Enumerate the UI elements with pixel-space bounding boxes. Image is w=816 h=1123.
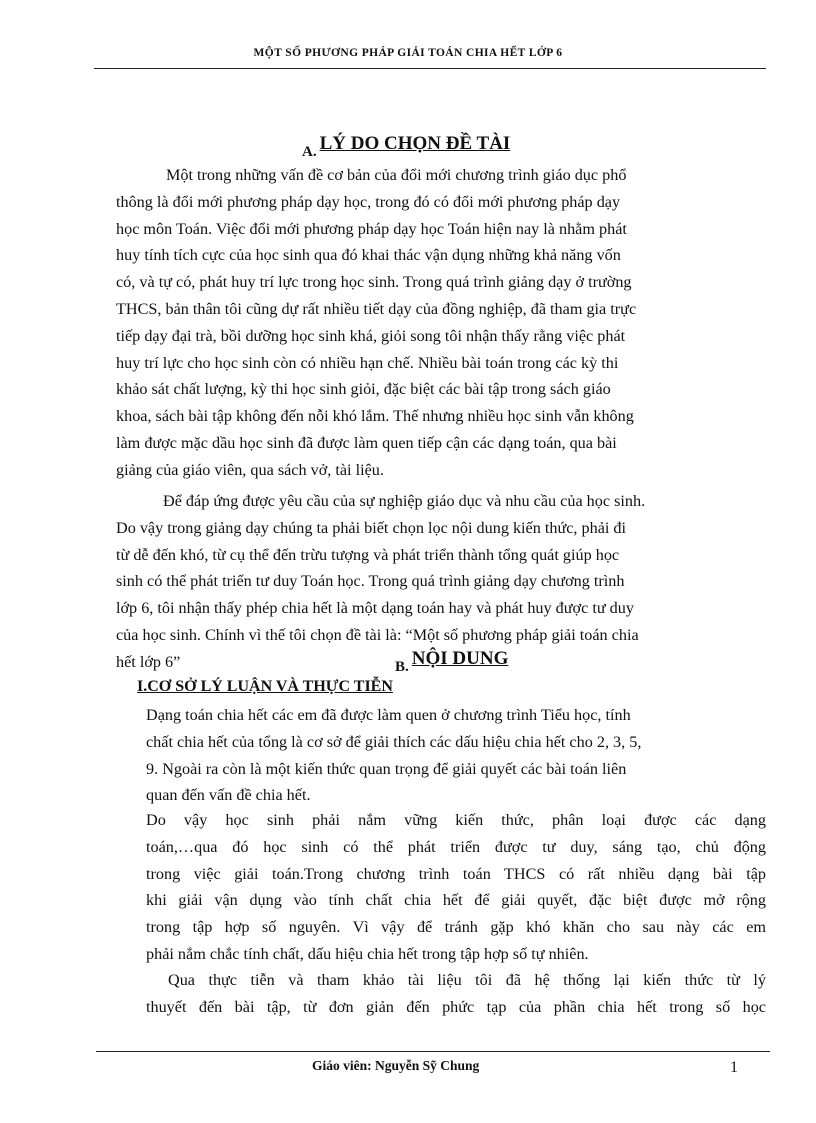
text-line: quan đến vấn đề chia hết. bbox=[146, 786, 311, 805]
subsection-heading: I.CƠ SỞ LÝ LUẬN VÀ THỰC TIỄN bbox=[137, 678, 393, 695]
text-line: khi giải vận dụng vào tính chất chia hết để giải quyết, đặc biệt được mở rộng bbox=[146, 891, 766, 910]
text-line: Một trong những vấn đề cơ bản của đổi mới chương trình giáo dục phổ bbox=[166, 166, 627, 184]
text-line: từ dễ đến khó, từ cụ thể đến trừu tượng và phát triển thành tổng quát giúp học bbox=[116, 545, 620, 564]
section-a-paragraph-2 bbox=[116, 488, 645, 676]
text-line: Để đáp ứng được yêu cầu của sự nghiệp giáo dục và nhu cầu của học sinh. bbox=[163, 492, 646, 510]
text-line: sinh có thể phát triển tư duy Toán học. Trong quá trình giảng dạy chương trình bbox=[116, 572, 625, 591]
text-line: huy trí lực cho học sinh còn có nhiều hạn chế. Nhiều bài toán trong các kỳ thi bbox=[116, 353, 619, 372]
page-header-title: MỘT SỐ PHƯƠNG PHÁP GIẢI TOÁN CHIA HẾT LỚP 6 bbox=[253, 47, 563, 59]
section-a-title: LÝ DO CHỌN ĐỀ TÀI bbox=[319, 133, 511, 154]
text-line: huy tính tích cực của học sinh qua đó khai thác vận dụng những khả năng vốn bbox=[116, 246, 621, 265]
text-line: thuyết đến bài tập, từ đơn giản đến phức tạp của phần chia hết trong số học bbox=[146, 997, 766, 1016]
page-number: 1 bbox=[730, 1059, 738, 1076]
text-line: hết lớp 6” bbox=[116, 652, 181, 671]
text-line: lớp 6, tôi nhận thấy phép chia hết là một dạng toán hay và phát huy được tư duy bbox=[116, 599, 634, 618]
text-line: học môn Toán. Việc đổi mới phương pháp dạy học Toán hiện nay là nhằm phát bbox=[116, 219, 627, 238]
section-a-paragraph-1 bbox=[116, 162, 636, 484]
header-rule bbox=[94, 68, 766, 69]
text-line: giảng của giáo viên, qua sách vở, tài liệu. bbox=[116, 460, 384, 479]
text-line: Qua thực tiễn và tham khảo tài liệu tôi đã hệ thống lại kiến thức từ lý bbox=[168, 971, 766, 989]
text-line: trong tập hợp số nguyên. Vì vậy để tránh gặp khó khăn cho sau này các em bbox=[146, 918, 766, 937]
text-line: Dạng toán chia hết các em đã được làm quen ở chương trình Tiểu học, tính bbox=[146, 706, 631, 724]
text-line: có, và tự có, phát huy trí lực trong học sinh. Trong quá trình giảng dạy ở trường bbox=[116, 273, 632, 292]
text-line: tiếp dạy đại trà, bồi dưỡng học sinh khá, giỏi song tôi nhận thấy rằng việc phát bbox=[116, 326, 626, 345]
text-line: chất chia hết của tổng là cơ sở để giải thích các dấu hiệu chia hết cho 2, 3, 5, bbox=[146, 732, 642, 751]
section-b-paragraph-3 bbox=[146, 967, 766, 1021]
text-line: thông là đổi mới phương pháp dạy học, trong đó có đổi mới phương pháp dạy bbox=[116, 192, 621, 211]
section-a-letter: A. bbox=[302, 144, 317, 160]
footer-teacher: Giáo viên: Nguyễn Sỹ Chung bbox=[312, 1058, 480, 1073]
section-a-heading bbox=[302, 133, 511, 160]
text-line: toán,…qua đó học sinh có thể phát triển được tư duy, sáng tạo, chủ động bbox=[146, 837, 766, 856]
section-b-title: NỘI DUNG bbox=[411, 648, 509, 669]
text-line: phải nắm chắc tính chất, dấu hiệu chia hết trong tập hợp số tự nhiên. bbox=[146, 944, 589, 963]
text-line: Do vậy học sinh phải nắm vững kiến thức, phân loại được các dạng bbox=[146, 811, 766, 829]
text-line: khảo sát chất lượng, kỳ thi học sinh giỏi, đặc biệt các bài tập trong sách giáo bbox=[116, 380, 611, 399]
text-line: trong việc giải toán.Trong chương trình toán THCS có rất nhiều dạng bài tập bbox=[146, 864, 766, 883]
section-b-paragraph-2 bbox=[146, 807, 766, 968]
section-b-heading bbox=[395, 648, 509, 675]
section-b-letter: B. bbox=[395, 659, 409, 675]
footer-rule bbox=[96, 1051, 770, 1052]
section-b-paragraph-1 bbox=[146, 702, 641, 809]
text-line: 9. Ngoài ra còn là một kiến thức quan trọng để giải quyết các bài toán liên bbox=[146, 759, 627, 778]
text-line: của học sinh. Chính vì thế tôi chọn đề tài là: “Một số phương pháp giải toán chia bbox=[116, 625, 639, 644]
text-line: khoa, sách bài tập không đến nỗi khó lắm. Thế nhưng nhiều học sinh vẫn không bbox=[116, 407, 634, 426]
text-line: THCS, bản thân tôi cũng dự rất nhiều tiết dạy của đồng nghiệp, đã tham gia trực bbox=[116, 299, 637, 318]
text-line: làm được mặc dầu học sinh đã được làm quen tiếp cận các dạng toán, qua bài bbox=[116, 433, 617, 452]
text-line: Do vậy trong giảng dạy chúng ta phải biết chọn lọc nội dung kiến thức, phải đi bbox=[116, 518, 627, 537]
